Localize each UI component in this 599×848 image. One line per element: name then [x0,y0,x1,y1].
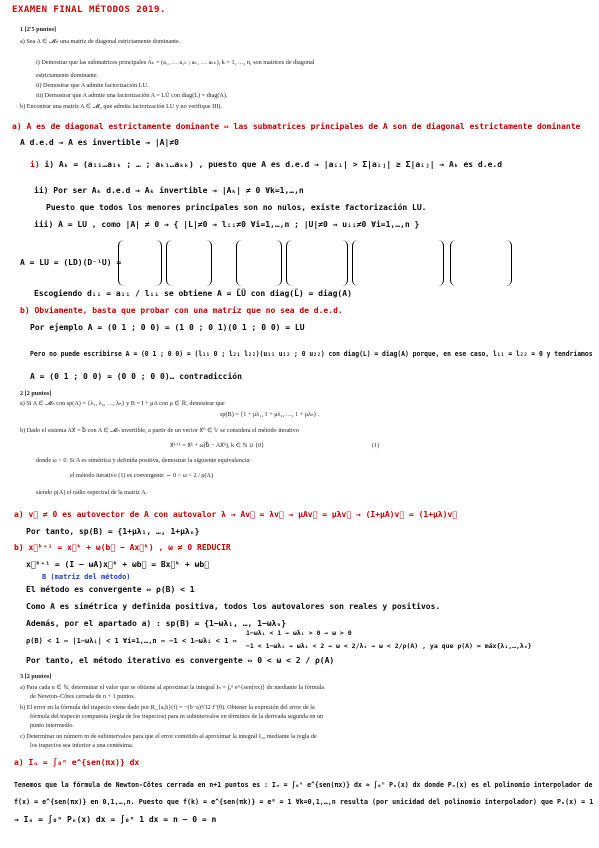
problem3-stmt-c: c) Determinar un número m de subintervalos para que el error cometido al aproximar la integral I₁₀ mediante la regla de [20,733,317,740]
p1-answer-line-8: b) Obviamente, basta que probar con una matriz que no sea de d.e.d. [20,306,343,315]
matrix-u [286,240,348,286]
problem3-stmt-b-cont1: fórmula del trapecio compuesta (regla de los trapecios) para m subintervalos en términos de la derivada segunda en un [30,713,324,720]
problem3-stmt-b: b) El error en la fórmula del trapecio viene dado por R_{a,b}(f) = −(b−a)³/12 f″(θ). Obtener la expresión del error de la [20,704,315,711]
matrix-dinv [236,240,282,286]
problem3-stmt-a-cont: de Newton–Côtes cerrada de n + 1 puntos. [30,693,136,700]
problem1-stmt-iii: iii) Demostrar que A admite una factorización A = LŨ con diag(L) = diag(A). [36,92,228,99]
problem1-stmt-i: i) Demostrar que las submatrices principales Aₖ = (a₁₁ … a₁ₖ ; aₖ₁ … aₖₖ), k = 1, …, n, son matrices de diagonal [36,59,315,66]
matrix-ld [118,240,162,286]
problem3-stmt-b-cont2: punto intermedio. [30,722,74,729]
p1-answer-line-5: iii) A = LU , como |A| ≠ 0 → { |L|≠0 → lᵢᵢ≠0 ∀i=1,…,n ; |U|≠0 → uᵢᵢ≠0 ∀i=1,…,n } [34,220,420,229]
p1-answer-line-3: ii) Por ser Aₖ d.e.d → Aₖ invertible → |Aₖ| ≠ 0 ∀k=1,…,n [34,186,304,195]
p3-answer-line-0: a) Iₙ = ∫₀ⁿ e^{sen(πx)} dx [14,758,140,767]
problem3-stmt-a: a) Para cada n ∈ ℕ, determinar el valor que se obtiene al aproximar la integral Iₙ = ∫₀ⁿ e^{sen(πx)} dx mediante la fórmula [20,684,325,691]
problem1-heading: 1 [2'5 puntos] [20,26,57,33]
p1-answer-line-11: A = (0 1 ; 0 0) = (0 0 ; 0 0)… contradicción [30,372,242,381]
p1-answer-line-1: A d.e.d → A es invertible → |A|≠0 [20,138,179,147]
problem1-stmt-ii: ii) Demostrar que A admite factorización LU. [36,82,149,89]
p1-answer-line-6: A = LU = (LD)(D⁻¹U) = [20,258,122,267]
problem2-eq-number: (1) [372,442,380,449]
p2-answer-line-0: a) v⃗ ≠ 0 es autovector de A con autovalor λ → Av⃗ = λv⃗ → μAv⃗ = μλv⃗ → (I+μA)v⃗ = (1+μλ)v⃗ [14,510,458,519]
problem3-stmt-c-cont: los trapecios sea inferior a una centésima. [30,742,134,749]
p1-answer-line-4: Puesto que todos los menores principales son no nulos, existe factorización LU. [46,203,427,212]
problem2-stmt-a-eq: sp(B) = {1 + μλ₁, 1 + μλ₂, …, 1 + μλₙ} . [220,411,320,418]
problem1-stmt-b: b) Encontrar una matriz A ∈ 𝓜₂ que admita factorización LU y no verifique III). [20,103,222,110]
p1-answer-line-7: Escogiendo dᵢᵢ = aᵢᵢ / lᵢᵢ se obtiene A = L̃Ũ con diag(L̃) = diag(A) [34,289,352,298]
p3-answer-line-1: Tenemos que la fórmula de Newton-Côtes cerrada en n+1 puntos es : Iₙ = ∫₀ⁿ e^{sen(πx)} dx ≈ ∫₀ⁿ Pₙ(x) dx donde Pₙ(x) es el polinomio interpolador de [14,781,593,789]
matrix-utilde [450,240,512,286]
exam-title: EXAMEN FINAL MÉTODOS 2019. [12,5,166,15]
problem1-stmt-i-cont: estrictamente dominante. [36,72,99,79]
problem2-stmt-b-rho: siendo ρ(A) el radio espectral de la matriz A. [36,489,148,496]
p2-answer-line-7: Además, por el apartado a) : sp(B) = {1−ωλ₁, …, 1−ωλₙ} [26,619,287,628]
p3-answer-line-2: f(x) = e^{sen(πx)} en 0,1,…,n. Puesto que f(k) = e^{sen(πk)} = e⁰ = 1 ∀k=0,1,…,n resulta (por unicidad del polinomio interpolador) que Pₙ(x) = 1 [14,798,594,806]
p1-answer-line-10: Pero no puede escribirse A = (0 1 ; 0 0) = (l₁₁ 0 ; l₂₁ l₂₂)(u₁₁ u₁₂ ; 0 u₂₂) con diag(L) = diag(A) porque, en ese caso, l₁₁ = l₂₂ = 0 y tendríamos [30,350,593,358]
p1-answer-line-0: a) A es de diagonal estrictamente dominante ⇔ las submatrices principales de A son de diagonal estrictamente dominante [12,122,581,131]
problem3-heading: 3 [2 puntos] [20,673,52,680]
p2-answer-line-8: ρ(B) < 1 ⇔ |1−ωλᵢ| < 1 ∀i=1,…,n ⇔ −1 < 1−ωλᵢ < 1 ⇔ [26,637,237,645]
problem2-stmt-a: a) Si A ∈ 𝓜ₙ con sp(A) = {λ₁, λ₂, …, λₙ} y B = I + μA con μ ∈ ℝ, demostrar que [20,400,225,407]
p2-answer-line-6: Como A es simétrica y definida positiva, todos los autovalores son reales y positivos. [26,602,441,611]
problem2-stmt-b-cond: donde ω > 0. Si A es simétrica y definida positiva, demostrar la siguiente equivalencia: [36,457,251,464]
problem2-heading: 2 [2 puntos] [20,390,52,397]
p1-answer-line-2: i) i) Aₖ = (a₁₁…a₁ₖ ; … ; aₖ₁…aₖₖ) , puesto que A es d.e.d → |aᵢᵢ| > Σ|aᵢⱼ| ≥ Σ|aᵢⱼ| → Aₖ es d.e.d [30,160,503,169]
p2-answer-line-4: B (matriz del método) [42,573,131,581]
problem1-stmt-a: a) Sea A ∈ 𝓜ₙ una matriz de diagonal estrictamente dominante. [20,38,181,45]
p2-answer-line-5: El método es convergente ⇔ ρ(B) < 1 [26,585,195,594]
p2-answer-line-9: Por tanto, el método iterativo es convergente ⇔ 0 < ω < 2 / ρ(A) [26,656,335,665]
p2-system-top: 1−ωλᵢ < 1 → ωλᵢ > 0 → ω > 0 [246,629,352,637]
problem2-stmt-b: b) Dado el sistema Ax⃗ = b⃗ con A ∈ 𝓜ₙ invertible, a partir de un vector x⃗⁰ ∈ 𝕍 se considera el método iterativo [20,427,299,434]
p2-answer-line-3: x⃗ᵏ⁺¹ = (I − ωA)x⃗ᵏ + ωb⃗ = Bx⃗ᵏ + ωb⃗ [26,560,210,569]
problem2-stmt-b-eq: x⃗ᵏ⁺¹ = x⃗ᵏ + ω(b⃗ − Ax⃗ᵏ), k ∈ ℕ ∪ {0} [170,442,265,449]
p2-system-bottom: −1 < 1−ωλᵢ → ωλᵢ < 2 → ω < 2/λᵢ → ω < 2/ρ(A) , ya que ρ(A) = máx{λ₁,…,λₙ} [246,642,532,650]
matrix-d [166,240,212,286]
p3-answer-line-3: → Iₙ = ∫₀ⁿ Pₙ(x) dx = ∫₀ⁿ 1 dx = n − 0 = n [14,815,217,824]
p2-answer-line-1: Por tanto, sp(B) = {1+μλ₁, …, 1+μλₙ} [26,527,200,536]
problem2-stmt-b-equiv: el método iterativo (1) es convergente ⇔ 0 < ω < 2 / ρ(A) [70,472,214,479]
p1-answer-line-9: Por ejemplo A = (0 1 ; 0 0) = (1 0 ; 0 1)(0 1 ; 0 0) = LU [30,323,305,332]
matrix-ltilde [352,240,444,286]
p2-answer-line-2: b) x⃗ᵏ⁺¹ = x⃗ᵏ + ω(b⃗ − Ax⃗ᵏ) , ω ≠ 0 REDUCIR [14,543,231,552]
